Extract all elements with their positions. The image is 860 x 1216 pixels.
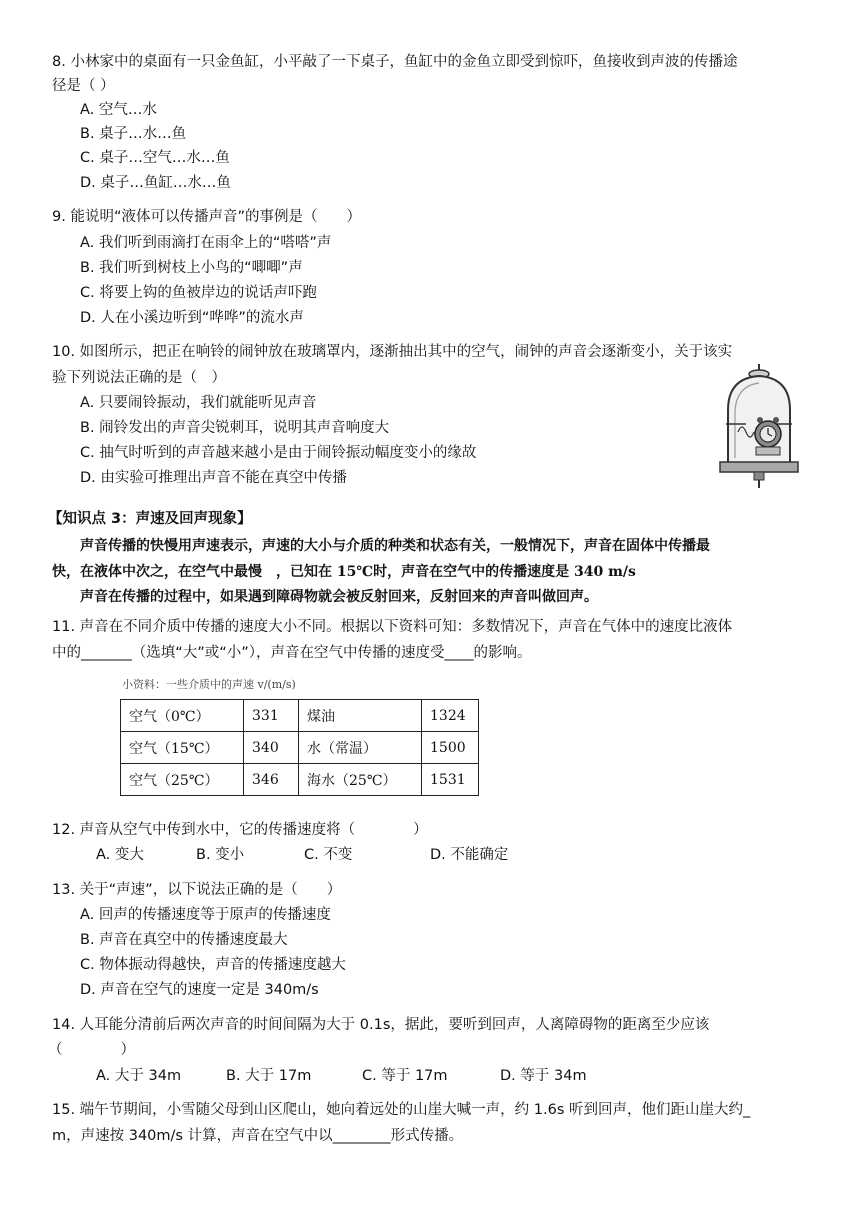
table-cell: 空气（15℃） [121,732,244,764]
q10-stem-line2: 验下列说法正确的是（ ） [52,370,226,386]
q10-option-b: B. 闹铃发出的声音尖锐刺耳，说明其声音响度大 [80,420,390,436]
table-cell: 空气（25℃） [121,764,244,796]
q8-option-b: B. 桌子…水…鱼 [80,126,187,142]
table-cell: 1324 [422,700,479,732]
table-cell: 海水（25℃） [299,764,422,796]
q12-option-c: C. 不变 [304,847,353,863]
q14-option-a: A. 大于 34m [96,1068,182,1084]
q9-option-a: A. 我们听到雨滴打在雨伞上的“嗒嗒”声 [80,235,332,251]
q8-option-c: C. 桌子…空气…水…鱼 [80,150,230,166]
knowledge-point-line3: 声音在传播的过程中，如果遇到障碍物就会被反射回来，反射回来的声音叫做回声。 [52,589,598,605]
speed-table [120,699,479,796]
table-row [121,700,479,732]
q12-option-a: A. 变大 [96,847,144,863]
table-cell: 331 [244,700,299,732]
q10-option-d: D. 由实验可推理出声音不能在真空中传播 [80,470,347,486]
q15-stem-line1: 15. 端午节期间，小雪随父母到山区爬山，她向着远处的山崖大喊一声，约 1.6s 听到回声，他们距山崖大约_ [52,1102,751,1118]
q13-option-b: B. 声音在真空中的传播速度最大 [80,932,288,948]
q14-stem-line1: 14. 人耳能分清前后两次声音的时间间隔为大于 0.1s，据此，要听到回声，人离障碍物的距离至少应该 [52,1017,710,1033]
knowledge-point-title: 【知识点 3：声速及回声现象】 [48,511,252,527]
q8-option-d: D. 桌子…鱼缸…水…鱼 [80,175,231,191]
knowledge-point-line1: 声音传播的快慢用声速表示，声速的大小与介质的种类和状态有关，一般情况下，声音在固体中传播最 [52,538,710,554]
table-cell: 煤油 [299,700,422,732]
table-cell: 空气（0℃） [121,700,244,732]
q13-stem: 13. 关于“声速”，以下说法正确的是（ ） [52,882,342,898]
q9-stem: 9. 能说明“液体可以传播声音”的事例是（ ） [52,209,361,225]
q13-option-c: C. 物体振动得越快，声音的传播速度越大 [80,957,346,973]
knowledge-point-line2: 快，在液体中次之，在空气中最慢 ，已知在 15℃时，声音在空气中的传播速度是 340 m/s [52,564,636,580]
q11-stem-line1: 11. 声音在不同介质中传播的速度大小不同。根据以下资料可知：多数情况下，声音在气体中的速度比液体 [52,619,733,635]
q9-option-b: B. 我们听到树枝上小鸟的“唧唧”声 [80,260,303,276]
q10-stem-line1: 10. 如图所示，把正在响铃的闹钟放在玻璃罩内，逐渐抽出其中的空气，闹钟的声音会逐渐变小，关于该实 [52,344,733,360]
table-cell: 1531 [422,764,479,796]
table-cell: 1500 [422,732,479,764]
speed-table-caption: 小资料：一些介质中的声速 v/(m/s) [122,678,296,691]
q8-option-a: A. 空气…水 [80,102,157,118]
q13-option-d: D. 声音在空气的速度一定是 340m/s [80,982,319,998]
q8-stem-line1: 8. 小林家中的桌面有一只金鱼缸，小平敲了一下桌子，鱼缸中的金鱼立即受到惊吓，鱼接收到声波的传播途 [52,54,738,70]
table-cell: 340 [244,732,299,764]
q10-option-a: A. 只要闹铃振动，我们就能听见声音 [80,395,317,411]
q12-option-d: D. 不能确定 [430,847,509,863]
q13-option-a: A. 回声的传播速度等于原声的传播速度 [80,907,331,923]
table-cell: 346 [244,764,299,796]
q11-stem-line2: 中的_______（选填“大”或“小”），声音在空气中传播的速度受____的影响。 [52,645,532,661]
bell-jar-illustration [716,362,802,490]
q15-stem-line2: m，声速按 340m/s 计算，声音在空气中以________形式传播。 [52,1128,464,1144]
q8-stem-line2: 径是（ ） [52,78,115,94]
q14-option-c: C. 等于 17m [362,1068,448,1084]
table-cell: 水（常温） [299,732,422,764]
q9-option-c: C. 将要上钩的鱼被岸边的说话声吓跑 [80,285,317,301]
table-row [121,732,479,764]
q12-option-b: B. 变小 [196,847,245,863]
q9-option-d: D. 人在小溪边听到“哗哗”的流水声 [80,310,304,326]
q14-stem-line2: （ ） [48,1042,135,1058]
q10-option-c: C. 抽气时听到的声音越来越小是由于闹铃振动幅度变小的缘故 [80,445,477,461]
q14-option-d: D. 等于 34m [500,1068,587,1084]
table-row [121,764,479,796]
q12-stem: 12. 声音从空气中传到水中，它的传播速度将（ ） [52,822,428,838]
q14-option-b: B. 大于 17m [226,1068,312,1084]
